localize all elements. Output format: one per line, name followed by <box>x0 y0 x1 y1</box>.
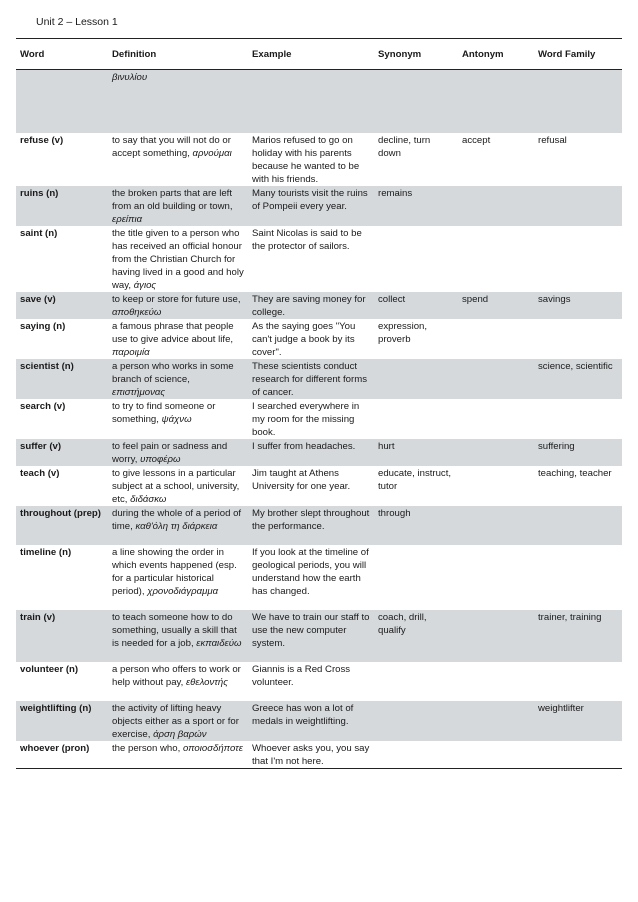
definition-text: to give lessons in a particular subject at a school, university, etc, <box>112 467 240 505</box>
greek-translation: διδάσκω <box>130 493 167 505</box>
greek-translation: εκπαιδεύω <box>196 637 242 649</box>
column-header-word: Word <box>16 39 108 70</box>
vocab-example: Giannis is a Red Cross volunteer. <box>252 663 351 688</box>
vocab-example: As the saying goes "You can't judge a book by its cover". <box>252 320 356 358</box>
vocab-synonym <box>374 70 458 133</box>
definition-text: the activity of lifting heavy objects either as a sport or for exercise, <box>112 702 239 740</box>
vocab-synonym <box>374 662 458 701</box>
vocab-synonym <box>374 226 458 292</box>
vocab-antonym <box>458 226 534 292</box>
greek-translation: καθ'όλη τη διάρκεια <box>135 520 218 532</box>
table-row <box>16 70 622 133</box>
vocab-word-family <box>534 399 622 439</box>
vocab-example: My brother slept throughout the performance. <box>248 506 374 545</box>
vocab-word-family <box>534 506 622 545</box>
table-row <box>16 226 622 292</box>
vocab-word-family: science, scientific <box>534 359 622 399</box>
vocab-word: whoever (pron) <box>16 741 108 769</box>
vocab-word <box>16 70 108 133</box>
vocab-synonym: remains <box>374 186 458 226</box>
vocab-synonym: coach, drill, qualify <box>374 610 458 662</box>
vocab-definition <box>108 186 248 226</box>
vocab-synonym <box>374 701 458 741</box>
vocab-synonym: educate, instruct, tutor <box>378 467 452 492</box>
vocab-antonym <box>458 506 534 545</box>
vocab-definition <box>108 610 248 662</box>
vocab-example: Greece has won a lot of medals in weightlifting. <box>248 701 374 741</box>
table-row <box>16 359 622 399</box>
vocab-word: weightlifting (n) <box>16 701 108 741</box>
vocab-example: I searched everywhere in my room for the missing book. <box>252 400 360 438</box>
greek-translation: αποθηκεύω <box>112 306 162 318</box>
vocab-example: If you look at the timeline of geological periods, you will understand how the earth has changed. <box>252 546 369 597</box>
table-row <box>16 292 622 319</box>
vocab-synonym <box>374 399 458 439</box>
vocab-definition <box>108 741 248 769</box>
definition-text: a line showing the order in which events happened (esp. for a particular historical period), <box>112 546 237 597</box>
vocab-antonym: spend <box>458 292 534 319</box>
definition-text: a famous phrase that people use to give advice about life, <box>112 320 234 345</box>
vocab-word: save (v) <box>16 292 108 319</box>
vocab-example: Many tourists visit the ruins of Pompeii every year. <box>248 186 374 226</box>
greek-translation: παροιμία <box>112 346 150 358</box>
column-header-synonym: Synonym <box>374 39 458 70</box>
vocab-antonym <box>458 439 534 466</box>
vocab-antonym <box>458 399 534 439</box>
vocab-definition <box>108 506 248 545</box>
table-row <box>16 399 622 439</box>
vocab-antonym <box>458 701 534 741</box>
column-header-definition: Definition <box>108 39 248 70</box>
vocab-definition <box>108 466 248 506</box>
table-row <box>16 466 622 506</box>
vocab-word-family <box>534 186 622 226</box>
vocab-example: These scientists conduct research for different forms of cancer. <box>248 359 374 399</box>
vocab-antonym <box>458 319 534 359</box>
vocab-word: scientist (n) <box>16 359 108 399</box>
table-row <box>16 506 622 545</box>
vocab-word-family: suffering <box>534 439 622 466</box>
vocab-definition <box>108 319 248 359</box>
vocab-example <box>248 70 374 133</box>
vocab-word-family: teaching, teacher <box>538 467 612 479</box>
vocab-word: ruins (n) <box>16 186 108 226</box>
vocab-synonym <box>374 545 458 610</box>
definition-text: the broken parts that are left from an old building or town, <box>112 187 233 212</box>
vocab-word-family: savings <box>534 292 622 319</box>
definition-text: during the whole of a period of time, <box>112 507 242 532</box>
vocab-word-family <box>534 741 622 769</box>
vocab-antonym <box>458 359 534 399</box>
table-row <box>16 319 622 359</box>
vocab-word-family: trainer, training <box>534 610 622 662</box>
vocab-antonym <box>458 741 534 769</box>
greek-translation: επιστήμονας <box>112 386 165 398</box>
definition-text: to say that you will not do or accept something, <box>112 134 231 159</box>
vocab-definition <box>108 133 248 186</box>
vocab-word: suffer (v) <box>16 439 108 466</box>
column-header-word-family: Word Family <box>534 39 622 70</box>
table-row <box>16 662 622 701</box>
vocab-antonym <box>458 466 534 506</box>
vocab-synonym <box>374 741 458 769</box>
table-row <box>16 545 622 610</box>
vocab-definition <box>108 359 248 399</box>
vocab-synonym: collect <box>374 292 458 319</box>
table-row <box>16 133 622 186</box>
table-row <box>16 186 622 226</box>
greek-translation: άγιος <box>133 279 157 291</box>
vocab-word: teach (v) <box>20 467 60 479</box>
vocab-example: Whoever asks you, you say that I'm not here. <box>248 741 374 769</box>
vocab-synonym <box>374 359 458 399</box>
page-header: Unit 2 – Lesson 1 <box>36 16 118 28</box>
definition-text: to teach someone how to do something, usually a skill that is needed for a job, <box>112 611 237 649</box>
greek-translation: άρση βαρών <box>153 728 207 740</box>
vocab-word: timeline (n) <box>20 546 72 558</box>
greek-translation: οποιοσδήποτε <box>182 742 243 754</box>
vocab-word-family: weightlifter <box>534 701 622 741</box>
vocab-word: saying (n) <box>20 320 66 332</box>
vocab-example: Marios refused to go on holiday with his parents because he wanted to be with his friends. <box>252 134 360 185</box>
vocab-word: saint (n) <box>20 227 58 239</box>
vocab-antonym <box>458 186 534 226</box>
definition-text: the person who, <box>112 742 183 754</box>
table-header-row <box>16 39 622 70</box>
vocab-antonym <box>458 610 534 662</box>
vocab-definition <box>108 292 248 319</box>
definition-text: the title given to a person who has received an official honour from the Christian Church for having lived in a good and holy way, <box>112 227 244 291</box>
vocab-word: throughout (prep) <box>16 506 108 545</box>
vocab-antonym: accept <box>462 134 491 146</box>
greek-translation: ψάχνω <box>161 413 192 425</box>
vocab-synonym: expression, proverb <box>378 320 428 345</box>
table-row <box>16 439 622 466</box>
definition-text: to try to find someone or something, <box>112 400 216 425</box>
vocab-definition <box>108 545 248 610</box>
table-row <box>16 701 622 741</box>
vocab-synonym: decline, turn down <box>378 134 431 159</box>
column-header-antonym: Antonym <box>458 39 534 70</box>
greek-translation: ερείπια <box>112 213 143 225</box>
vocab-word-family <box>534 319 622 359</box>
vocabulary-table <box>16 38 622 769</box>
vocab-example: I suffer from headaches. <box>248 439 374 466</box>
vocab-definition <box>108 662 248 701</box>
vocab-word-family <box>534 70 622 133</box>
vocab-word-family: refusal <box>538 134 567 146</box>
definition-text: to feel pain or sadness and worry, <box>112 440 228 465</box>
vocab-example: We have to train our staff to use the new computer system. <box>248 610 374 662</box>
vocab-example: Jim taught at Athens University for one year. <box>252 467 351 492</box>
table-row <box>16 741 622 769</box>
vocab-definition <box>108 226 248 292</box>
vocab-synonym: hurt <box>374 439 458 466</box>
vocab-word: train (v) <box>16 610 108 662</box>
vocab-antonym <box>458 662 534 701</box>
vocab-definition <box>108 70 248 133</box>
vocab-word: volunteer (n) <box>20 663 79 675</box>
vocab-antonym <box>458 70 534 133</box>
vocab-word: search (v) <box>20 400 66 412</box>
vocab-example: Saint Nicolas is said to be the protector of sailors. <box>252 227 362 252</box>
definition-text: a person who offers to work or help without pay, <box>112 663 241 688</box>
vocab-definition <box>108 701 248 741</box>
greek-translation: αρνούμαι <box>192 147 232 159</box>
definition-text: to keep or store for future use, <box>112 293 241 305</box>
vocab-antonym <box>458 545 534 610</box>
column-header-example: Example <box>248 39 374 70</box>
table-row <box>16 610 622 662</box>
vocab-word-family <box>534 226 622 292</box>
vocab-word-family <box>534 545 622 610</box>
definition-text: a person who works in some branch of science, <box>112 360 234 385</box>
vocab-synonym: through <box>374 506 458 545</box>
vocab-word-family <box>534 662 622 701</box>
vocab-definition <box>108 399 248 439</box>
vocab-definition <box>108 439 248 466</box>
greek-translation: βινυλίου <box>112 72 148 83</box>
vocab-word: refuse (v) <box>20 134 64 146</box>
vocab-example: They are saving money for college. <box>248 292 374 319</box>
greek-translation: εθελοντής <box>185 676 228 688</box>
greek-translation: χρονοδιάγραμμα <box>147 585 219 597</box>
greek-translation: υποφέρω <box>140 453 181 465</box>
